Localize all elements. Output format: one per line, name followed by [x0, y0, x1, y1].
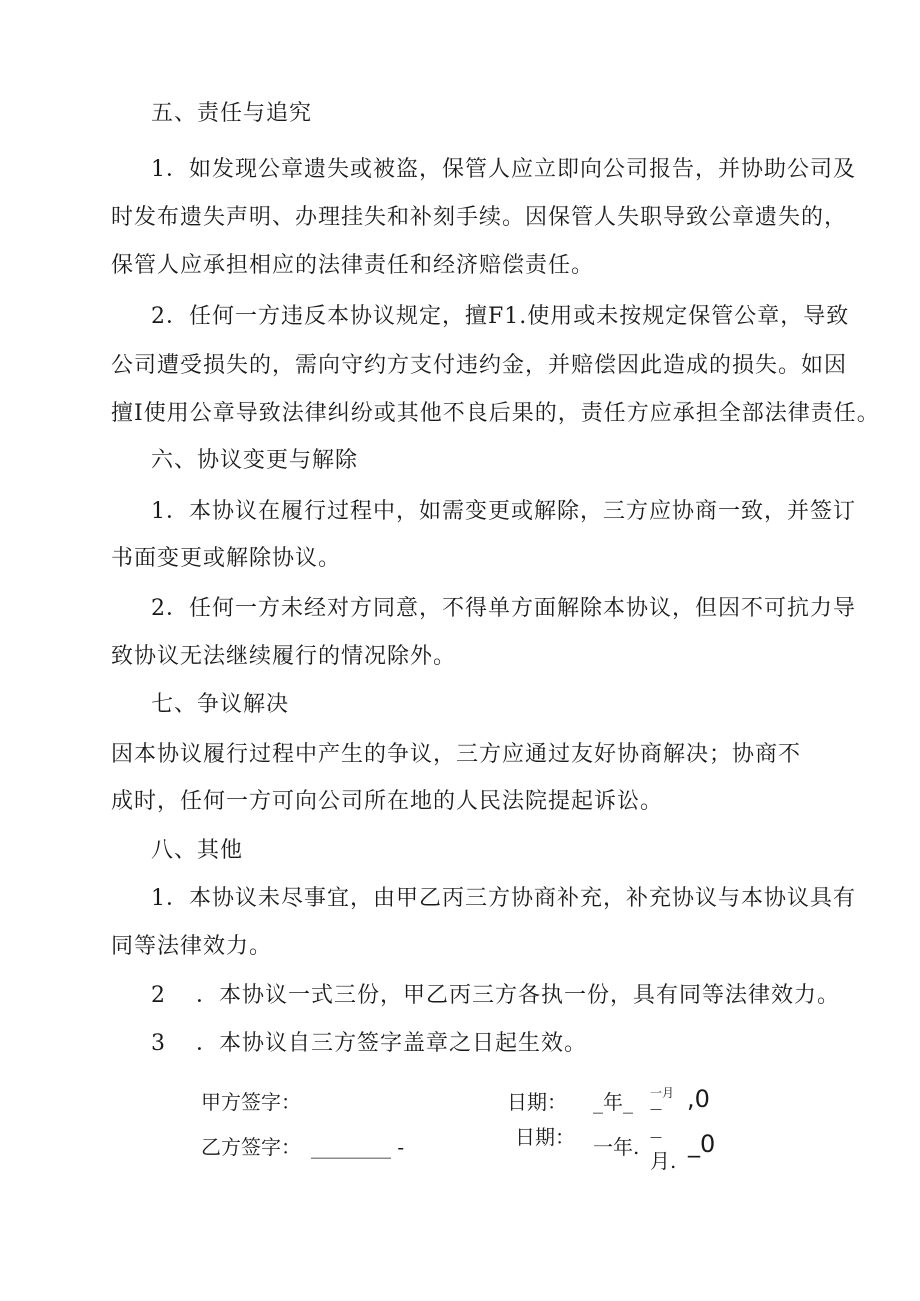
party-a-date-year: _年_	[593, 1090, 633, 1114]
paragraph-line: 2．任何一方违反本协议规定，擅F1.使用或未按规定保管公章，导致	[151, 304, 850, 329]
paragraph-line: 1．如发现公章遗失或被盗，保管人应立即向公司报告，并协助公司及	[151, 157, 856, 182]
party-b-signature-label: 乙方签字：	[201, 1135, 301, 1159]
party-a-date-day: ,0	[687, 1085, 710, 1113]
paragraph-line: 成时，任何一方可向公司所在地的人民法院提起诉讼。	[111, 789, 664, 814]
paragraph-line: 同等法律效力。	[111, 934, 273, 959]
paragraph-line: 2．任何一方未经对方同意，不得单方面解除本协议，但因不可抗力导	[151, 596, 856, 621]
party-a-date-month-bottom: —	[650, 1102, 662, 1116]
clause-number: 3	[151, 1031, 166, 1056]
party-a-date-month-top: 一月	[650, 1086, 675, 1100]
section-5-title: 五、责任与追究	[151, 101, 313, 126]
party-b-date-month-top: —	[650, 1130, 662, 1144]
party-a-signature-label: 甲方签字：	[201, 1090, 301, 1114]
paragraph-line: 擅I使用公章导致法律纠纷或其他不良后果的，责任方应承担全部法律责任。	[111, 401, 880, 426]
section-6-title: 六、协议变更与解除	[151, 448, 359, 473]
paragraph-line: 因本协议履行过程中产生的争议，三方应通过友好协商解决；协商不	[111, 742, 802, 767]
paragraph-line: 保管人应承担相应的法律责任和经济赔偿责任。	[111, 253, 595, 278]
clause-number: 2	[151, 983, 166, 1008]
party-b-date-label: 日期：	[515, 1125, 575, 1149]
paragraph-line: ．本协议自三方签字盖章之日起生效。	[196, 1031, 588, 1056]
party-b-signature-blank: ________ -	[311, 1135, 405, 1159]
paragraph-line: 时发布遗失声明、办理挂失和补刻手续。因保管人失职导致公章遗失的，	[111, 205, 848, 230]
party-b-date-day: _0	[688, 1130, 716, 1158]
paragraph-line: 公司遭受损失的，需向守约方支付违约金，并赔偿因此造成的损失。如因	[111, 353, 848, 378]
section-8-title: 八、其他	[151, 838, 244, 863]
paragraph-line: 致协议无法继续履行的情况除外。	[111, 644, 457, 669]
party-b-date-month-bottom: 月.	[650, 1149, 677, 1173]
paragraph-line: 书面变更或解除协议。	[111, 546, 342, 571]
paragraph-line: 1．本协议在履行过程中，如需变更或解除，三方应协商一致，并签订	[151, 499, 856, 524]
section-7-title: 七、争议解决	[151, 692, 290, 717]
party-b-date-year: 一年.	[593, 1135, 640, 1159]
party-a-date-label: 日期：	[507, 1090, 567, 1114]
paragraph-line: 1．本协议未尽事宜，由甲乙丙三方协商补充，补充协议与本协议具有	[151, 886, 856, 911]
paragraph-line: ．本协议一式三份，甲乙丙三方各执一份，具有同等法律效力。	[196, 983, 841, 1008]
